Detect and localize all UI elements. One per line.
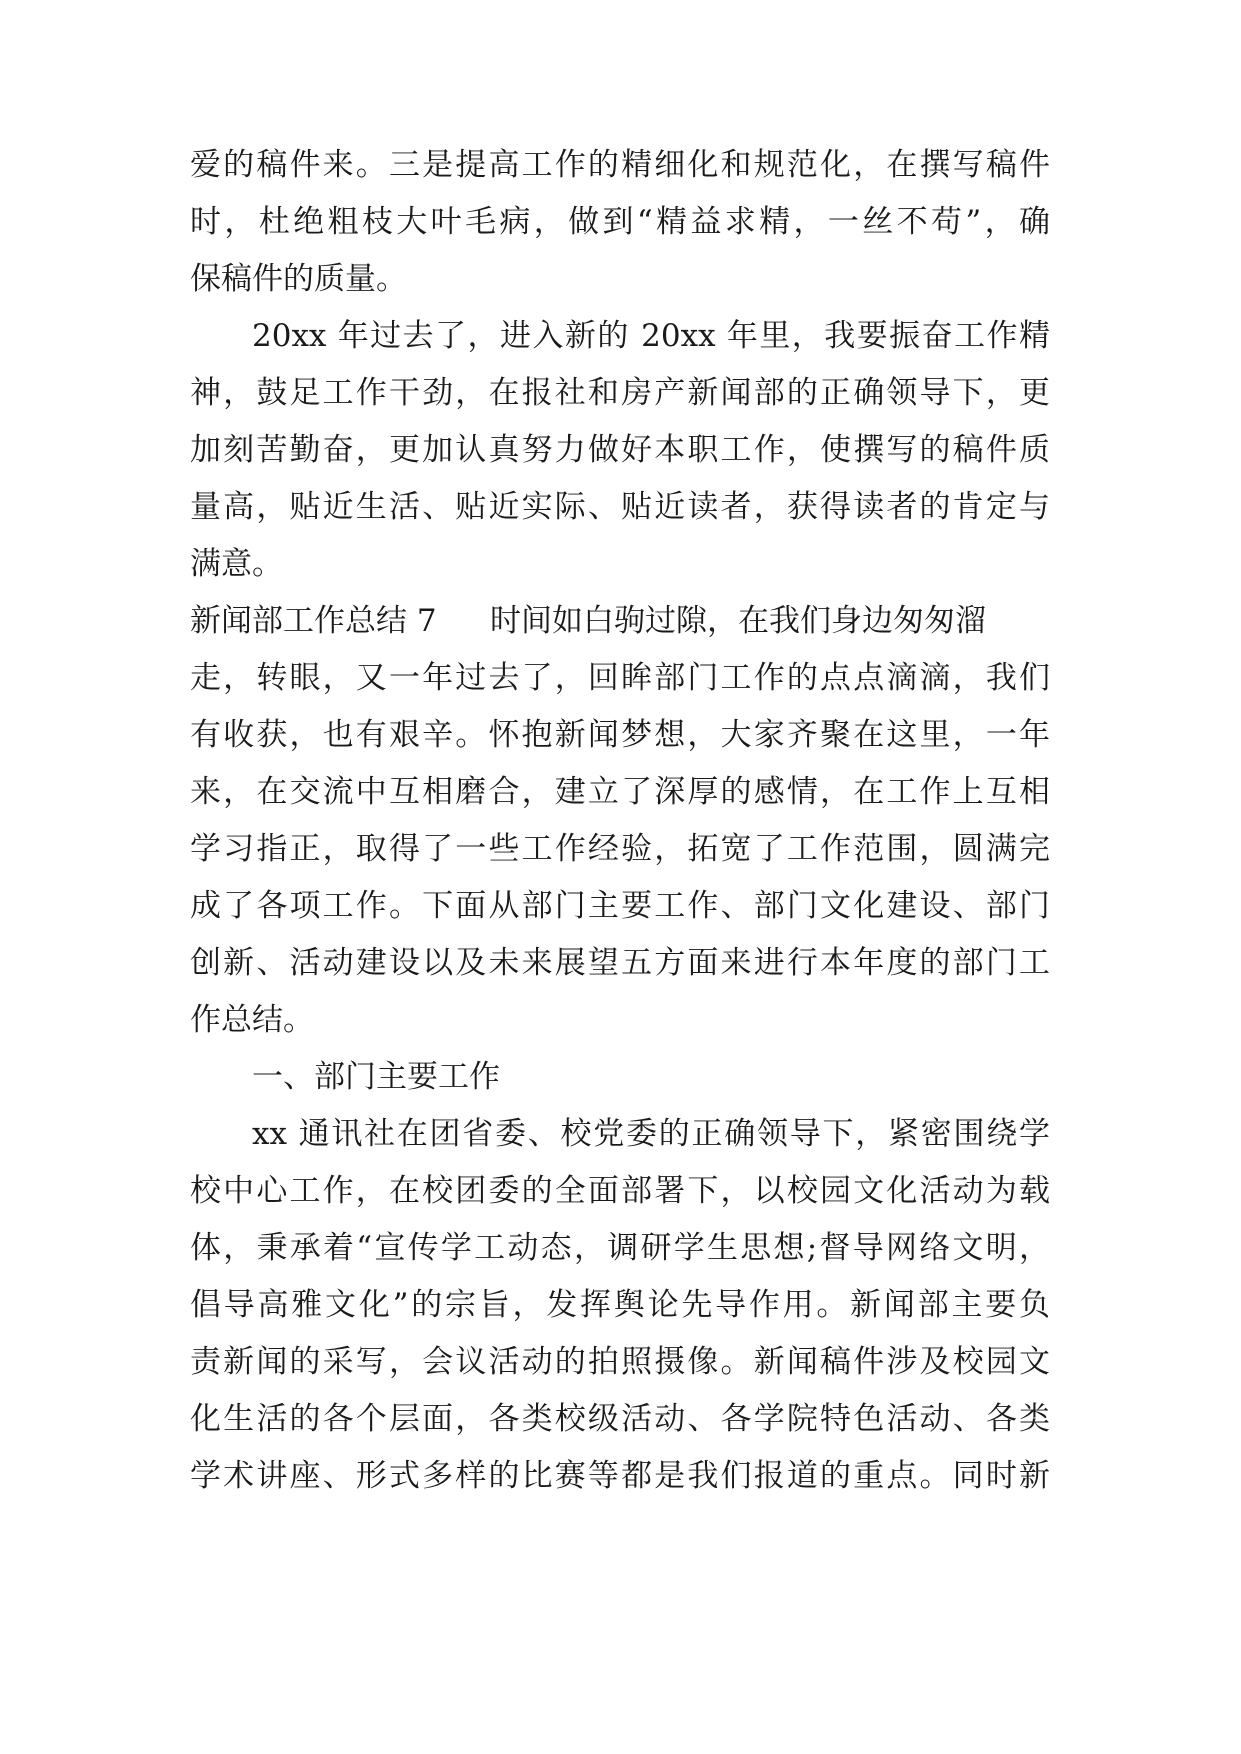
paragraph-line: 学术讲座、形式多样的比赛等都是我们报道的重点。同时新 [190, 1458, 1050, 1494]
paragraph-line: 来，在交流中互相磨合，建立了深厚的感情，在工作上互相 [190, 774, 1050, 810]
paragraph-line: 有收获，也有艰辛。怀抱新闻梦想，大家齐聚在这里，一年 [190, 717, 1050, 753]
paragraph-line: 校中心工作，在校团委的全面部署下，以校园文化活动为载 [190, 1173, 1050, 1209]
subsection-heading: 一、部门主要工作 [252, 1059, 500, 1095]
paragraph-line: 20xx 年过去了，进入新的 20xx 年里，我要振奋工作精 [252, 318, 1050, 354]
paragraph-line: 倡导高雅文化”的宗旨，发挥舆论先导作用。新闻部主要负 [190, 1287, 1050, 1323]
paragraph-line: 保稿件的质量。 [190, 261, 407, 297]
paragraph-line: 创新、活动建设以及未来展望五方面来进行本年度的部门工 [190, 945, 1050, 981]
section-heading-line [190, 592, 1050, 650]
paragraph-line: 走，转眼，又一年过去了，回眸部门工作的点点滴滴，我们 [190, 660, 1050, 696]
paragraph-line: 化生活的各个层面，各类校级活动、各学院特色活动、各类 [190, 1401, 1050, 1437]
paragraph-line: 加刻苦勤奋，更加认真努力做好本职工作，使撰写的稿件质 [190, 432, 1050, 468]
paragraph-line: 神，鼓足工作干劲，在报社和房产新闻部的正确领导下，更 [190, 375, 1050, 411]
paragraph-line: 体，秉承着“宣传学工动态，调研学生思想;督导网络文明， [190, 1230, 1050, 1266]
paragraph-line: 时，杜绝粗枝大叶毛病，做到“精益求精，一丝不苟”，确 [190, 204, 1050, 240]
paragraph-line: 爱的稿件来。三是提高工作的精细化和规范化，在撰写稿件 [190, 147, 1050, 183]
paragraph-line: xx 通讯社在团省委、校党委的正确领导下，紧密围绕学 [252, 1116, 1050, 1152]
paragraph-line: 责新闻的采写，会议活动的拍照摄像。新闻稿件涉及校园文 [190, 1344, 1050, 1380]
paragraph-line: 作总结。 [190, 1002, 314, 1038]
paragraph-line: 量高，贴近生活、贴近实际、贴近读者，获得读者的肯定与 [190, 489, 1050, 525]
paragraph-line: 成了各项工作。下面从部门主要工作、部门文化建设、部门 [190, 888, 1050, 924]
paragraph-line: 学习指正，取得了一些工作经验，拓宽了工作范围，圆满完 [190, 831, 1050, 867]
section-intro-text: 时间如白驹过隙，在我们身边匆匆溜 [490, 603, 986, 639]
paragraph-line: 满意。 [190, 546, 283, 582]
section-title: 新闻部工作总结 7 [190, 603, 437, 639]
